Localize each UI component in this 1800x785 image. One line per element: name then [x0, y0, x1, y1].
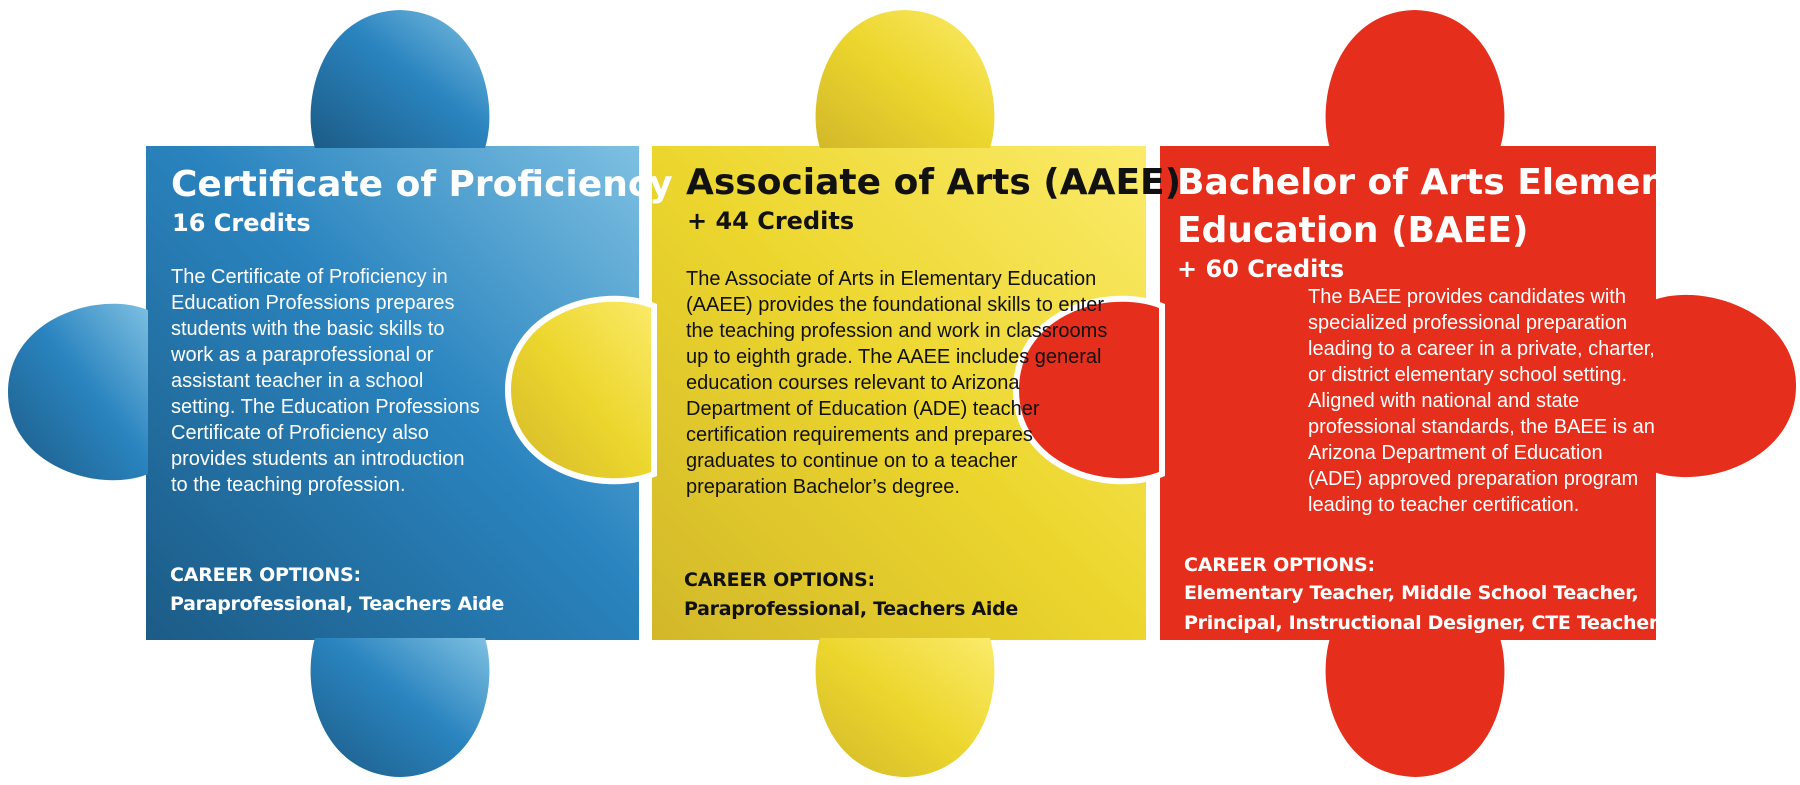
- certificate-credits: 16 Credits: [172, 209, 311, 237]
- certificate-title: Certificate of Proficiency: [171, 164, 673, 205]
- associate-title: Associate of Arts (AAEE): [686, 162, 1182, 203]
- bachelor-description: The BAEE provides candidates with specialized professional preparation leading to a career in a private, charter, or district elementary school setting. Aligned with national and state professional standards, the BAEE is an Arizona Department of Education (ADE) approved preparation program leading to teacher certification.: [1308, 286, 1655, 516]
- bachelor-credits: + 60 Credits: [1177, 255, 1345, 283]
- associate-credits: + 44 Credits: [687, 207, 855, 235]
- bachelor-career-heading: CAREER OPTIONS:: [1184, 554, 1375, 576]
- bachelor-career-options-line2: Principal, Instructional Designer, CTE Teacher: [1184, 612, 1658, 634]
- certificate-career-options: Paraprofessional, Teachers Aide: [170, 593, 504, 615]
- bachelor-title-line1: Bachelor of Arts Elementary: [1177, 162, 1749, 203]
- certificate-description: The Certificate of Proficiency in Education Professions prepares students with the basic skills to work as a paraprofessional or assistant teacher in a school setting. The Education Professions Certificate of Proficiency also provides students an introduction to the teaching profession.: [171, 266, 480, 496]
- certificate-career-heading: CAREER OPTIONS:: [170, 564, 361, 586]
- associate-career-options: Paraprofessional, Teachers Aide: [684, 598, 1018, 620]
- associate-description: The Associate of Arts in Elementary Education (AAEE) provides the foundational skills to enter the teaching profession and work in classrooms up to eighth grade. The AAEE includes general education courses relevant to Arizona Department of Education (ADE) teacher certification requirements and prepares graduates to continue on to a teacher preparation Bachelor’s degree.: [686, 268, 1108, 498]
- bachelor-career-options-line1: Elementary Teacher, Middle School Teacher,: [1184, 582, 1639, 604]
- bachelor-title-line2: Education (BAEE): [1177, 210, 1529, 251]
- associate-career-heading: CAREER OPTIONS:: [684, 569, 875, 591]
